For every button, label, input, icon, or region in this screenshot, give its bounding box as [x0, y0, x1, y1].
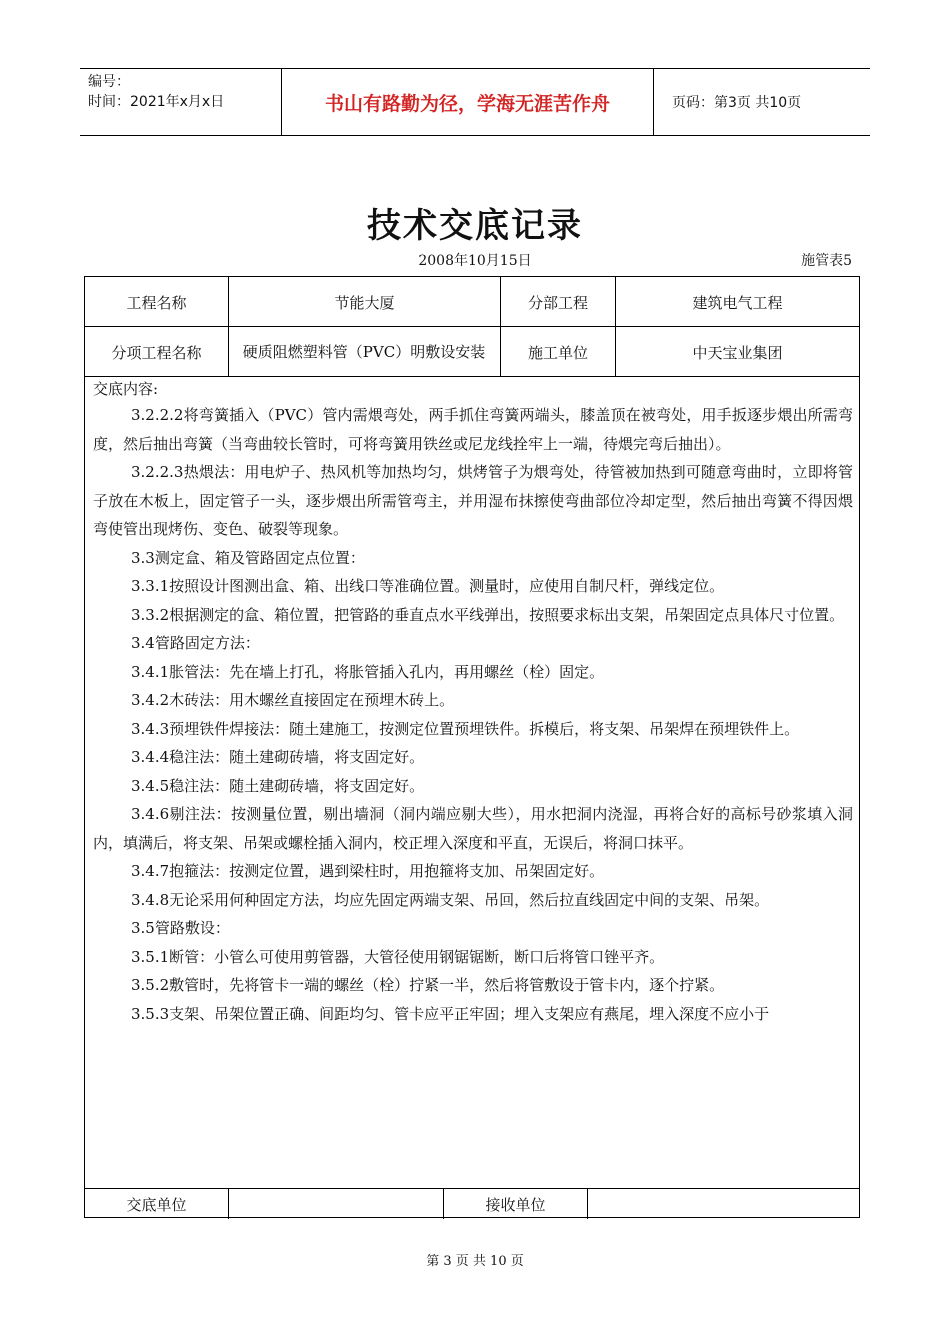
handover-content [93, 377, 853, 1028]
subitem-value: 硬质阻燃塑料管（PVC）明敷设安装 [242, 342, 486, 361]
document-title: 技术交底记录 [367, 206, 583, 246]
record-table [84, 276, 860, 1218]
page-footer: 第 3 页 共 10 页 [426, 1254, 524, 1269]
content-paragraph: 3.3测定盒、箱及管路固定点位置： [131, 548, 365, 567]
header-page-info [664, 69, 870, 135]
header-meta [80, 69, 282, 135]
content-paragraph: 3.4.1胀管法：先在墙上打孔，将胀管插入孔内，再用螺丝（栓）固定。 [131, 662, 605, 681]
content-paragraph: 3.4.6剔注法：按测量位置，剔出墙洞（洞内端应剔大些），用水把洞内浇湿，再将合好的高标号砂浆填入洞内，填满后，将支架、吊架或螺栓插入洞内，校正埋入深度和平直，无误后，将洞口抹平。 [93, 805, 853, 852]
content-paragraph: 3.2.2.2将弯簧插入（PVC）管内需煨弯处，两手抓住弯簧两端头，膝盖顶在被弯处，用手扳逐步煨出所需弯度，然后抽出弯簧（当弯曲较长管时，可将弯簧用铁丝或尼龙线拴牢上一端，待煨完弯后抽出）。 [93, 406, 853, 453]
division-label: 分部工程 [527, 293, 588, 312]
content-paragraph: 3.4管路固定方法： [131, 634, 260, 652]
handover-unit-value[interactable] [229, 1189, 443, 1219]
page-info-text: 页码：第3页 共10页 [672, 95, 802, 111]
content-paragraph: 3.5.2敷管时，先将管卡一端的螺丝（栓）拧紧一半，然后将管敷设于管卡内，逐个拧紧。 [131, 976, 725, 994]
number-label: 编号： [88, 74, 130, 90]
division-value: 建筑电气工程 [692, 293, 783, 312]
handover-unit-label: 交底单位 [126, 1195, 187, 1214]
content-label: 交底内容: [93, 380, 159, 398]
content-paragraph: 3.4.5稳注法：随土建砌砖墙，将支固定好。 [131, 776, 425, 795]
content-paragraph: 3.4.4稳注法：随土建砌砖墙，将支固定好。 [131, 748, 425, 766]
content-paragraph: 3.3.1按照设计图测出盒、箱、出线口等准确位置。测量时，应使用自制尺杆，弹线定位。 [131, 577, 725, 595]
content-paragraph: 3.4.7抱箍法：按测定位置，遇到梁柱时，用抱箍将支加、吊架固定好。 [131, 862, 605, 880]
content-paragraph: 3.4.3预埋铁件焊接法：随土建施工，按测定位置预埋铁件。拆模后，将支架、吊架焊在预埋铁件上。 [131, 719, 800, 738]
content-paragraph: 3.5.1断管：小管么可使用剪管器，大管径使用钢锯锯断，断口后将管口锉平齐。 [131, 947, 665, 966]
form-number: 施管表5 [801, 253, 852, 269]
time-label: 时间：2021年x月x日 [88, 94, 225, 110]
content-paragraph: 3.5.3支架、吊架位置正确、间距均匀、管卡应平正牢固；埋入支架应有燕尾，埋入深度不应小于 [131, 1004, 770, 1023]
subitem-label: 分项工程名称 [111, 343, 202, 362]
receiver-unit-value[interactable] [588, 1189, 859, 1219]
project-name-value: 节能大厦 [334, 293, 395, 312]
content-paragraph: 3.4.2木砖法：用木螺丝直接固定在预埋木砖上。 [131, 691, 455, 709]
receiver-unit-label: 接收单位 [485, 1195, 546, 1214]
header-motto: 书山有路勤为径，学海无涯苦作舟 [282, 69, 654, 135]
document-date: 2008年10月15日 [418, 253, 532, 269]
contractor-label: 施工单位 [527, 343, 588, 362]
content-paragraph: 3.5管路敷设： [131, 919, 230, 937]
content-paragraph: 3.3.2根据测定的盒、箱位置，把管路的垂直点水平线弹出，按照要求标出支架，吊架固定点具体尺寸位置。 [131, 605, 845, 624]
content-paragraph: 3.4.8无论采用何种固定方法，均应先固定两端支架、吊回，然后拉直线固定中间的支架、吊架。 [131, 890, 770, 909]
project-name-label: 工程名称 [126, 293, 187, 312]
content-paragraph: 3.2.2.3热煨法：用电炉子、热风机等加热均匀，烘烤管子为煨弯处，待管被加热到可随意弯曲时，立即将管子放在木板上，固定管子一头，逐步煨出所需管弯主，并用湿布抹擦使弯曲部位冷却定型，然后抽出弯簧不得因煨弯使管出现烤伤、变色、破裂等现象。 [93, 463, 853, 538]
contractor-value: 中天宝业集团 [692, 343, 783, 362]
page-header [80, 68, 870, 136]
